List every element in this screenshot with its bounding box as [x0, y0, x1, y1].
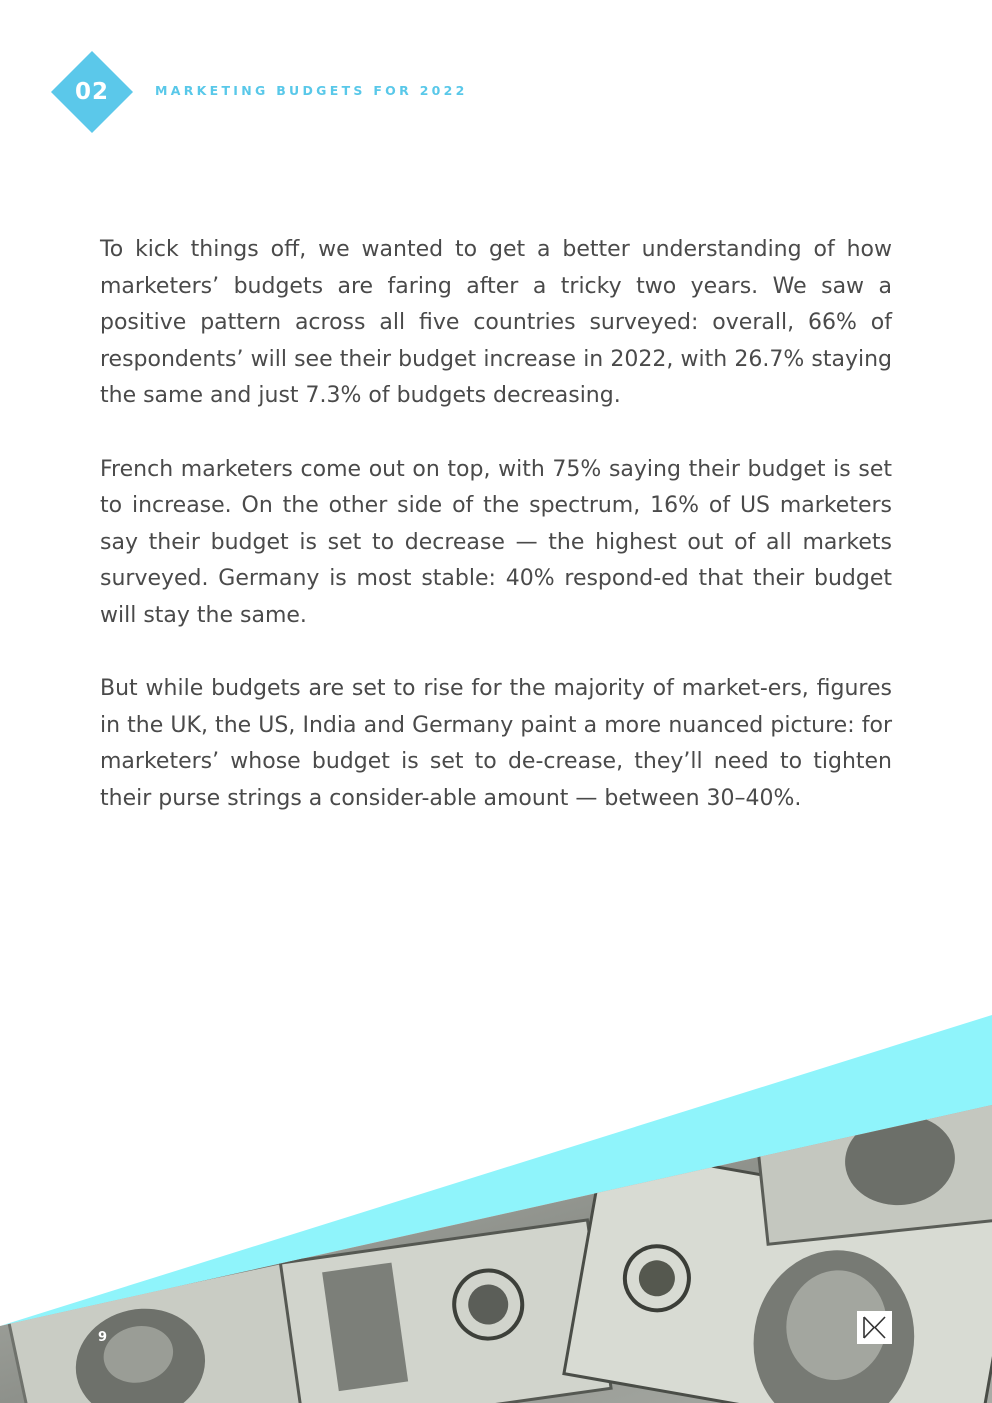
brand-logo: [857, 1311, 892, 1344]
page-number: 9: [98, 1330, 108, 1345]
brand-logo-icon: [857, 1311, 892, 1344]
paragraph-3: But while budgets are set to rise for the majority of market-ers, figures in the UK, the US, India and Germany paint a more nuanced picture: for marketers’ whose budget is set to de-crease, they’ll need to tighten their purse strings a consider-able amount — between 30–40%.: [100, 676, 892, 811]
paragraph-1: To kick things off, we wanted to get a better understanding of how marketers’ budgets are faring after a tricky two years. We saw a positive pattern across all five countries surveyed: overall, 66% of respondents’ will see their budget increase in 2022, with 26.7% staying the same and just 7.3% of budgets decreasing.: [100, 237, 892, 409]
section-number: 02: [74, 79, 109, 105]
paragraph-2: French marketers come out on top, with 75% saying their budget is set to increase. On the other side of the spectrum, 16% of US marketers say their budget is set to decrease — the highest out of all markets surveyed. Germany is most stable: 40% respond-ed that their budget will stay the same.: [100, 456, 892, 628]
section-title: MARKETING BUDGETS FOR 2022: [155, 83, 468, 98]
